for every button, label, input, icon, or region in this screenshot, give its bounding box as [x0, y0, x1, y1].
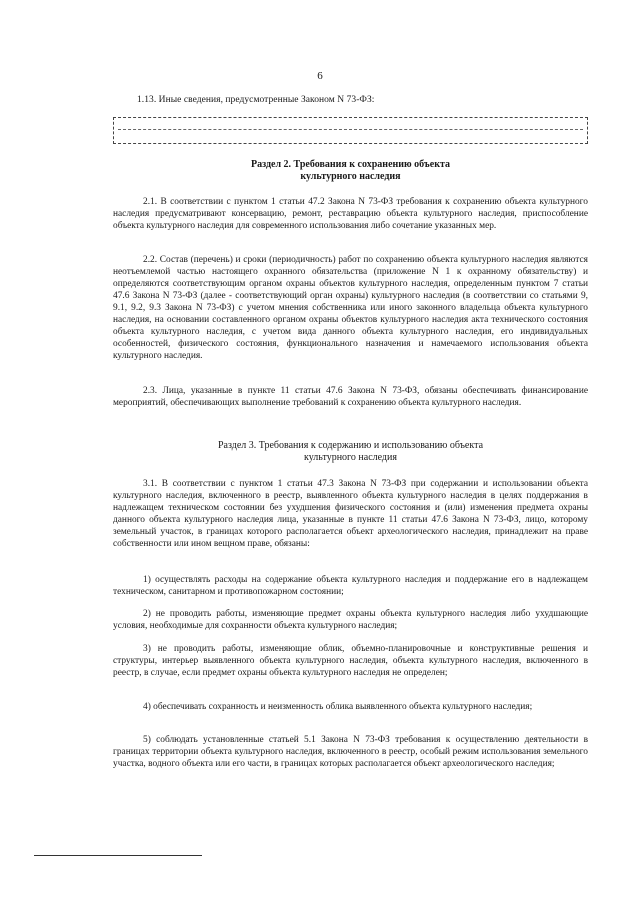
list-item-1: 1) осуществлять расходы на содержание объекта культурного наследия и поддержание его в надлежащем техническом, санитарном и противопожарном состоянии; — [113, 575, 588, 597]
paragraph-2-3: 2.3. Лица, указанные в пункте 11 статьи 47.6 Закона N 73-ФЗ, обязаны обеспечивать финансирование мероприятий, обеспечивающих выполнение требований к сохранению объекта культурного наследия. — [113, 386, 588, 408]
footnote-separator — [34, 855, 202, 856]
empty-field-box — [113, 117, 588, 144]
list-item-3: 3) не проводить работы, изменяющие облик, объемно-планировочные и конструктивные решения и структуры, интерьер выявленного объекта культурного наследия, объекта культурного наследия, включенного в реестр, в случае, если предмет охраны объекта культурного наследия не определен; — [113, 644, 588, 678]
section-2-title-line-1: Раздел 2. Требования к сохранению объекта — [251, 159, 450, 170]
item-1-13-label: 1.13. Иные сведения, предусмотренные Законом N 73-ФЗ: — [137, 95, 375, 105]
paragraph-2-2: 2.2. Состав (перечень) и сроки (периодичность) работ по сохранению объекта культурного наследия являются неотъемлемой частью настоящего охранного обязательства (приложение N 1 к охранному обязательству) и определяются соответствующим органом охраны объектов культурного наследия, определенным пунктом 7 статьи 47.6 Закона N 73-ФЗ (далее - соответствующий орган охраны) культурного наследия (в соответствии со статьями 9, 9.1, 9.2, 9.3 Закона N 73-ФЗ) с учетом мнения собственника или иного законного владельца объекта культурного наследия, на основании составленного органом охраны объектов культурного наследия акта технического состояния объекта культурного наследия, с учетом вида данного объекта культурного наследия, его индивидуальных особенностей, физического состояния, функционального назначения и намечаемого использования объекта культурного наследия. — [113, 255, 588, 361]
page-number: 6 — [317, 70, 323, 82]
section-2-title-line-2: культурного наследия — [300, 171, 401, 182]
section-3-title-line-2: культурного наследия — [304, 452, 397, 463]
list-item-2: 2) не проводить работы, изменяющие предмет охраны объекта культурного наследия либо ухудшающие условия, необходимые для сохранности объекта культурного наследия; — [113, 609, 588, 631]
paragraph-2-1: 2.1. В соответствии с пунктом 1 статьи 47.2 Закона N 73-ФЗ требования к сохранению объекта культурного наследия предусматривают консервацию, ремонт, реставрацию объекта культурного наследия, приспособление объекта культурного наследия для современного использования либо сочетание указанных мер. — [113, 197, 588, 231]
list-item-5: 5) соблюдать установленные статьей 5.1 Закона N 73-ФЗ требования к осуществлению деятельности в границах территории объекта культурного наследия, включенного в реестр, особый режим использования земельного участка, водного объекта или его части, в границах которых располагается объект археологического наследия; — [113, 735, 588, 769]
section-3-title-line-1: Раздел 3. Требования к содержанию и использованию объекта — [217, 440, 484, 451]
list-item-4: 4) обеспечивать сохранность и неизменность облика выявленного объекта культурного наследия; — [143, 702, 533, 712]
paragraph-3-1: 3.1. В соответствии с пунктом 1 статьи 47.3 Закона N 73-ФЗ при содержании и использовании объекта культурного наследия, включенного в реестр, выявленного объекта культурного наследия в целях поддержания в надлежащем техническом состоянии без ухудшения физического состояния и (или) изменения предмета охраны данного объекта культурного наследия лица, указанные в пункте 11 статьи 47.6 Закона N 73-ФЗ, лицо, которому земельный участок, в границах которого располагается объект археологического наследия, принадлежит на праве собственности или ином вещном праве, обязаны: — [113, 479, 588, 549]
